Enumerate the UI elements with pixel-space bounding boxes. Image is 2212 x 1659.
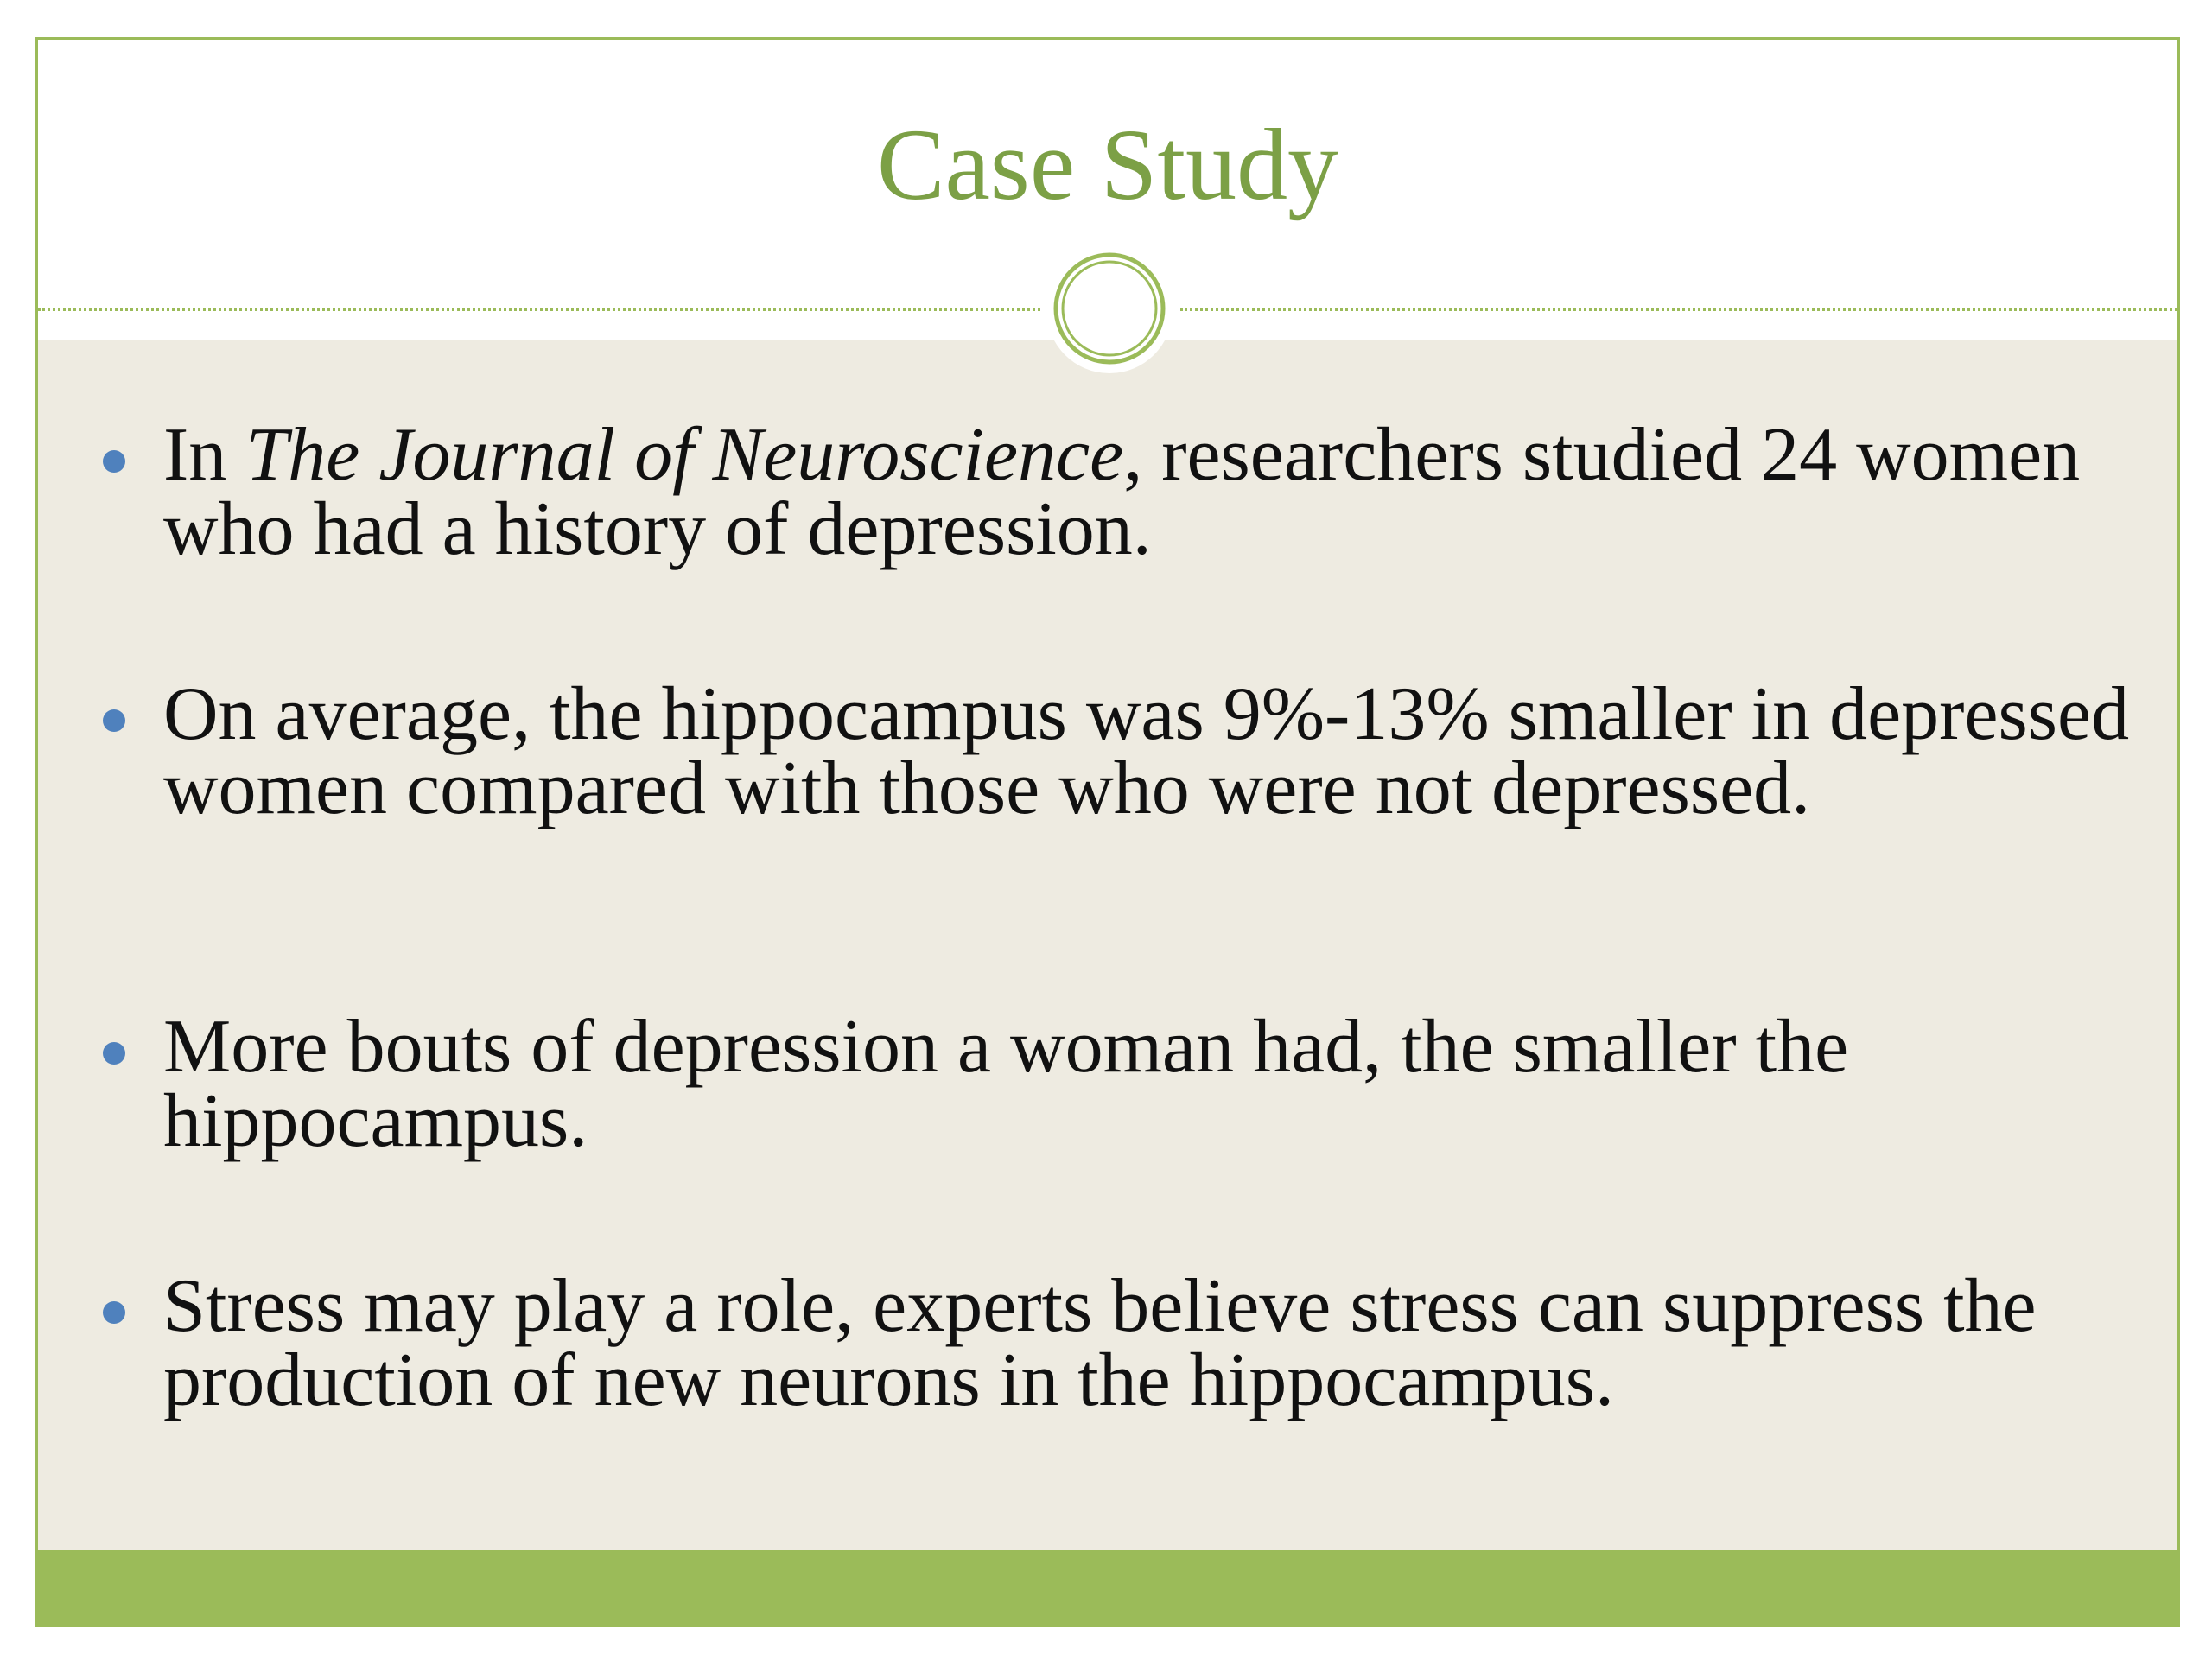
bullet-dot-icon [103, 1042, 125, 1065]
slide-title: Case Study [876, 108, 1339, 221]
bullet-dot-icon [103, 709, 125, 732]
bullet-text-lead: In [163, 413, 246, 497]
divider-right [1180, 308, 2180, 311]
divider-left [38, 308, 1040, 311]
bullet-dot-icon [103, 1301, 125, 1324]
slide [35, 37, 2180, 1627]
bullet-text-rest: , researchers studied 24 women who had a history of depression. [163, 413, 2081, 571]
bullet-text [163, 413, 2159, 571]
double-ring-icon [1045, 245, 1174, 375]
bullet-text: More bouts of depression a woman had, the smaller the hippocampus. [163, 1005, 1849, 1163]
bullet-dot-icon [103, 450, 125, 473]
bullet-text: On average, the hippocampus was 9%-13% smaller in depressed women compared with those who were not depressed. [163, 672, 2130, 830]
footer-bar [38, 1550, 2177, 1624]
bullet-text: Stress may play a role, experts believe stress can suppress the production of new neurons in the hippocampus. [163, 1264, 2037, 1422]
journal-name: The Journal of Neuroscience [245, 413, 1124, 497]
